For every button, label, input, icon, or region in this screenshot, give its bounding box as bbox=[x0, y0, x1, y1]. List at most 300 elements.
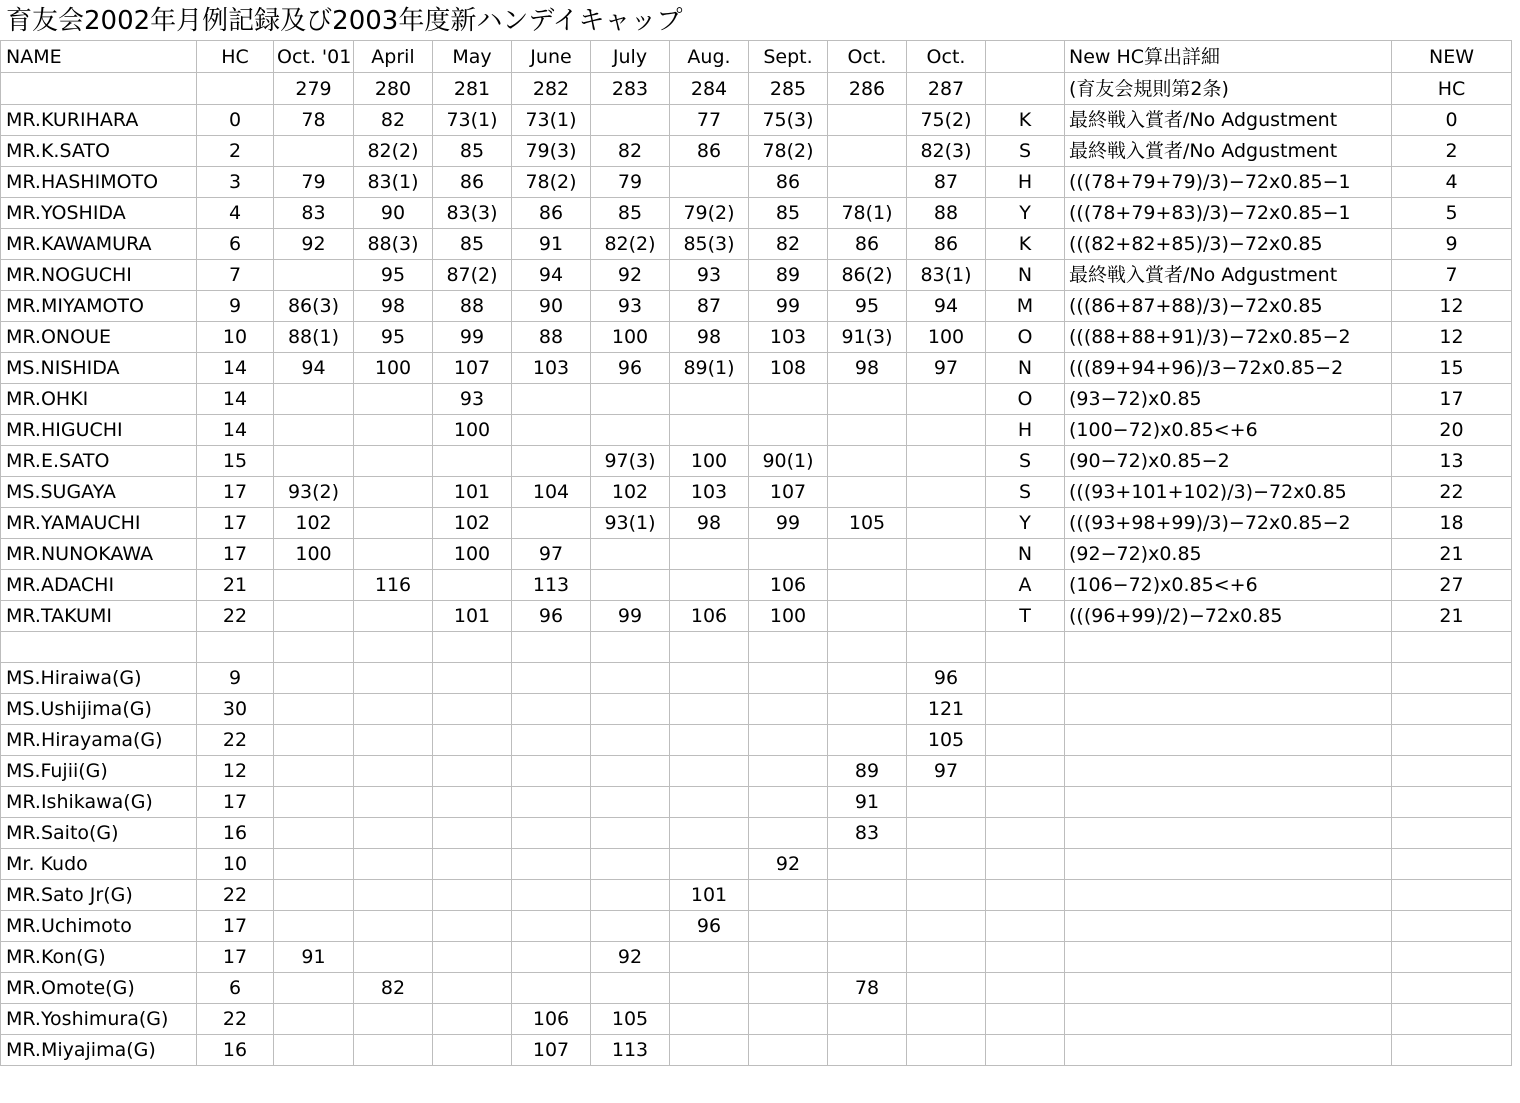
cell-april[interactable] bbox=[354, 911, 433, 942]
cell-hc[interactable]: 14 bbox=[197, 384, 274, 415]
cell-may[interactable] bbox=[433, 880, 512, 911]
cell-oct286[interactable] bbox=[828, 539, 907, 570]
cell-june[interactable] bbox=[512, 942, 591, 973]
cell-june[interactable] bbox=[512, 384, 591, 415]
cell-may[interactable]: 102 bbox=[433, 508, 512, 539]
cell-june[interactable] bbox=[512, 973, 591, 1004]
cell-oct01[interactable] bbox=[274, 756, 354, 787]
cell-oct286[interactable]: Oct. bbox=[828, 41, 907, 73]
cell-oct287[interactable]: 94 bbox=[907, 291, 986, 322]
cell-june[interactable]: 86 bbox=[512, 198, 591, 229]
cell-hc-detail[interactable]: 最終戦入賞者/No Adgustment bbox=[1065, 105, 1392, 136]
cell-sept[interactable]: 285 bbox=[749, 73, 828, 105]
cell-oct286[interactable]: 78 bbox=[828, 973, 907, 1004]
cell-name[interactable]: MS.Hiraiwa(G) bbox=[1, 663, 197, 694]
cell-oct287[interactable]: 87 bbox=[907, 167, 986, 198]
cell-oct01[interactable] bbox=[274, 818, 354, 849]
cell-name[interactable]: MS.Fujii(G) bbox=[1, 756, 197, 787]
cell-aug[interactable] bbox=[670, 663, 749, 694]
cell-oct287[interactable] bbox=[907, 446, 986, 477]
cell-april[interactable] bbox=[354, 756, 433, 787]
cell-sept[interactable] bbox=[749, 415, 828, 446]
cell-june[interactable] bbox=[512, 849, 591, 880]
cell-june[interactable]: 88 bbox=[512, 322, 591, 353]
cell-may[interactable] bbox=[433, 756, 512, 787]
cell-sept[interactable] bbox=[749, 663, 828, 694]
cell-aug[interactable]: 85(3) bbox=[670, 229, 749, 260]
cell-may[interactable]: 85 bbox=[433, 229, 512, 260]
cell-april[interactable] bbox=[354, 818, 433, 849]
cell-oct287[interactable]: 121 bbox=[907, 694, 986, 725]
cell-hc-detail[interactable] bbox=[1065, 1035, 1392, 1066]
cell-initial[interactable] bbox=[986, 911, 1065, 942]
cell-new-hc[interactable] bbox=[1392, 756, 1512, 787]
cell-name[interactable]: MR.Yoshimura(G) bbox=[1, 1004, 197, 1035]
cell-june[interactable] bbox=[512, 663, 591, 694]
cell-initial[interactable] bbox=[986, 973, 1065, 1004]
cell-oct01[interactable] bbox=[274, 911, 354, 942]
cell-july[interactable] bbox=[591, 818, 670, 849]
cell-july[interactable] bbox=[591, 849, 670, 880]
cell-may[interactable] bbox=[433, 973, 512, 1004]
cell-new-hc[interactable]: 27 bbox=[1392, 570, 1512, 601]
cell-july[interactable]: 79 bbox=[591, 167, 670, 198]
cell-july[interactable] bbox=[591, 725, 670, 756]
cell-hc-detail[interactable] bbox=[1065, 849, 1392, 880]
cell-july[interactable] bbox=[591, 415, 670, 446]
cell-name[interactable]: MR.NOGUCHI bbox=[1, 260, 197, 291]
cell-july[interactable] bbox=[591, 787, 670, 818]
cell-hc-detail[interactable] bbox=[1065, 880, 1392, 911]
cell-july[interactable]: 82 bbox=[591, 136, 670, 167]
cell-hc-detail[interactable]: (((86+87+88)/3)−72x0.85 bbox=[1065, 291, 1392, 322]
cell-oct287[interactable] bbox=[907, 849, 986, 880]
cell-initial[interactable]: Y bbox=[986, 508, 1065, 539]
cell-april[interactable] bbox=[354, 446, 433, 477]
cell-july[interactable]: 99 bbox=[591, 601, 670, 632]
cell-sept[interactable] bbox=[749, 880, 828, 911]
cell-oct287[interactable]: 105 bbox=[907, 725, 986, 756]
cell-sept[interactable]: 78(2) bbox=[749, 136, 828, 167]
cell-july[interactable]: 93(1) bbox=[591, 508, 670, 539]
cell-name[interactable]: MR.Omote(G) bbox=[1, 973, 197, 1004]
cell-hc[interactable]: 21 bbox=[197, 570, 274, 601]
cell-oct287[interactable] bbox=[907, 787, 986, 818]
cell-may[interactable]: 101 bbox=[433, 477, 512, 508]
cell-oct01[interactable] bbox=[274, 384, 354, 415]
cell-sept[interactable] bbox=[749, 756, 828, 787]
cell-april[interactable]: April bbox=[354, 41, 433, 73]
cell-april[interactable]: 83(1) bbox=[354, 167, 433, 198]
cell-initial[interactable]: S bbox=[986, 446, 1065, 477]
cell-initial[interactable]: M bbox=[986, 291, 1065, 322]
cell-aug[interactable] bbox=[670, 384, 749, 415]
cell-aug[interactable]: 103 bbox=[670, 477, 749, 508]
cell-oct286[interactable] bbox=[828, 1035, 907, 1066]
cell-oct286[interactable]: 91 bbox=[828, 787, 907, 818]
cell-name[interactable]: MS.Ushijima(G) bbox=[1, 694, 197, 725]
cell-hc[interactable]: 17 bbox=[197, 539, 274, 570]
cell-aug[interactable] bbox=[670, 849, 749, 880]
cell-new-hc[interactable]: 20 bbox=[1392, 415, 1512, 446]
cell-oct286[interactable]: 98 bbox=[828, 353, 907, 384]
cell-aug[interactable] bbox=[670, 973, 749, 1004]
cell-july[interactable]: 283 bbox=[591, 73, 670, 105]
cell-april[interactable]: 280 bbox=[354, 73, 433, 105]
cell-initial[interactable]: A bbox=[986, 570, 1065, 601]
cell-name[interactable]: MR.HIGUCHI bbox=[1, 415, 197, 446]
cell-name[interactable]: MR.Miyajima(G) bbox=[1, 1035, 197, 1066]
cell-hc[interactable]: 0 bbox=[197, 105, 274, 136]
cell-oct01[interactable] bbox=[274, 849, 354, 880]
cell-oct01[interactable]: 93(2) bbox=[274, 477, 354, 508]
cell-oct286[interactable] bbox=[828, 136, 907, 167]
cell-april[interactable]: 82(2) bbox=[354, 136, 433, 167]
cell-june[interactable]: 91 bbox=[512, 229, 591, 260]
cell-july[interactable]: 100 bbox=[591, 322, 670, 353]
cell-initial[interactable] bbox=[986, 725, 1065, 756]
cell-june[interactable] bbox=[512, 725, 591, 756]
cell-new-hc[interactable]: 9 bbox=[1392, 229, 1512, 260]
cell-hc-detail[interactable]: New HC算出詳細 bbox=[1065, 41, 1392, 73]
cell-new-hc[interactable]: 22 bbox=[1392, 477, 1512, 508]
cell-april[interactable]: 88(3) bbox=[354, 229, 433, 260]
cell-may[interactable]: 100 bbox=[433, 539, 512, 570]
cell-hc-detail[interactable] bbox=[1065, 973, 1392, 1004]
cell-initial[interactable] bbox=[986, 756, 1065, 787]
cell-initial[interactable] bbox=[986, 1035, 1065, 1066]
cell-name[interactable] bbox=[1, 73, 197, 105]
cell-initial[interactable] bbox=[986, 787, 1065, 818]
cell-june[interactable]: 104 bbox=[512, 477, 591, 508]
cell-april[interactable] bbox=[354, 632, 433, 663]
cell-aug[interactable] bbox=[670, 570, 749, 601]
cell-name[interactable]: MR.E.SATO bbox=[1, 446, 197, 477]
cell-hc[interactable]: 17 bbox=[197, 911, 274, 942]
cell-april[interactable] bbox=[354, 508, 433, 539]
cell-april[interactable] bbox=[354, 601, 433, 632]
cell-oct01[interactable] bbox=[274, 663, 354, 694]
cell-oct287[interactable] bbox=[907, 1004, 986, 1035]
cell-oct286[interactable]: 286 bbox=[828, 73, 907, 105]
cell-hc-detail[interactable]: (((96+99)/2)−72x0.85 bbox=[1065, 601, 1392, 632]
cell-oct01[interactable] bbox=[274, 973, 354, 1004]
cell-july[interactable] bbox=[591, 911, 670, 942]
cell-april[interactable] bbox=[354, 849, 433, 880]
cell-sept[interactable]: 85 bbox=[749, 198, 828, 229]
cell-june[interactable]: 113 bbox=[512, 570, 591, 601]
cell-may[interactable] bbox=[433, 787, 512, 818]
cell-may[interactable]: 73(1) bbox=[433, 105, 512, 136]
cell-name[interactable]: Mr. Kudo bbox=[1, 849, 197, 880]
cell-july[interactable]: 97(3) bbox=[591, 446, 670, 477]
cell-oct286[interactable] bbox=[828, 570, 907, 601]
cell-new-hc[interactable]: 2 bbox=[1392, 136, 1512, 167]
cell-april[interactable] bbox=[354, 694, 433, 725]
cell-oct286[interactable] bbox=[828, 632, 907, 663]
cell-oct286[interactable]: 91(3) bbox=[828, 322, 907, 353]
cell-hc[interactable]: 2 bbox=[197, 136, 274, 167]
cell-may[interactable]: 83(3) bbox=[433, 198, 512, 229]
cell-sept[interactable] bbox=[749, 1035, 828, 1066]
cell-name[interactable]: MR.Hirayama(G) bbox=[1, 725, 197, 756]
cell-sept[interactable]: 99 bbox=[749, 508, 828, 539]
cell-july[interactable] bbox=[591, 632, 670, 663]
cell-initial[interactable]: S bbox=[986, 477, 1065, 508]
cell-oct01[interactable]: 88(1) bbox=[274, 322, 354, 353]
cell-new-hc[interactable]: 0 bbox=[1392, 105, 1512, 136]
cell-may[interactable] bbox=[433, 818, 512, 849]
cell-aug[interactable]: 98 bbox=[670, 508, 749, 539]
cell-june[interactable] bbox=[512, 756, 591, 787]
cell-hc-detail[interactable]: (93−72)x0.85 bbox=[1065, 384, 1392, 415]
cell-initial[interactable]: S bbox=[986, 136, 1065, 167]
cell-july[interactable]: July bbox=[591, 41, 670, 73]
cell-oct286[interactable] bbox=[828, 105, 907, 136]
cell-initial[interactable]: O bbox=[986, 322, 1065, 353]
cell-oct286[interactable] bbox=[828, 942, 907, 973]
cell-oct286[interactable] bbox=[828, 663, 907, 694]
cell-new-hc[interactable]: 18 bbox=[1392, 508, 1512, 539]
cell-aug[interactable]: 86 bbox=[670, 136, 749, 167]
cell-oct286[interactable]: 86(2) bbox=[828, 260, 907, 291]
cell-oct01[interactable] bbox=[274, 570, 354, 601]
cell-oct01[interactable]: 102 bbox=[274, 508, 354, 539]
cell-oct286[interactable] bbox=[828, 911, 907, 942]
cell-oct01[interactable] bbox=[274, 1004, 354, 1035]
cell-april[interactable] bbox=[354, 1035, 433, 1066]
cell-oct01[interactable]: 92 bbox=[274, 229, 354, 260]
cell-oct286[interactable] bbox=[828, 601, 907, 632]
cell-aug[interactable] bbox=[670, 725, 749, 756]
cell-sept[interactable] bbox=[749, 818, 828, 849]
cell-oct286[interactable] bbox=[828, 446, 907, 477]
cell-hc[interactable]: 14 bbox=[197, 353, 274, 384]
cell-sept[interactable]: 92 bbox=[749, 849, 828, 880]
cell-hc[interactable]: 22 bbox=[197, 880, 274, 911]
cell-oct01[interactable] bbox=[274, 1035, 354, 1066]
cell-oct01[interactable] bbox=[274, 446, 354, 477]
cell-june[interactable]: 96 bbox=[512, 601, 591, 632]
cell-july[interactable]: 93 bbox=[591, 291, 670, 322]
cell-aug[interactable]: 77 bbox=[670, 105, 749, 136]
cell-name[interactable]: MR.Saito(G) bbox=[1, 818, 197, 849]
cell-sept[interactable] bbox=[749, 539, 828, 570]
cell-hc[interactable]: 17 bbox=[197, 787, 274, 818]
cell-initial[interactable] bbox=[986, 942, 1065, 973]
cell-aug[interactable] bbox=[670, 942, 749, 973]
cell-oct01[interactable] bbox=[274, 694, 354, 725]
cell-aug[interactable]: 87 bbox=[670, 291, 749, 322]
cell-oct01[interactable] bbox=[274, 632, 354, 663]
cell-july[interactable] bbox=[591, 694, 670, 725]
cell-aug[interactable]: 79(2) bbox=[670, 198, 749, 229]
cell-initial[interactable]: N bbox=[986, 260, 1065, 291]
cell-sept[interactable] bbox=[749, 942, 828, 973]
cell-sept[interactable]: 75(3) bbox=[749, 105, 828, 136]
cell-oct287[interactable]: 82(3) bbox=[907, 136, 986, 167]
cell-name[interactable]: MR.KAWAMURA bbox=[1, 229, 197, 260]
cell-july[interactable]: 82(2) bbox=[591, 229, 670, 260]
cell-aug[interactable]: 101 bbox=[670, 880, 749, 911]
cell-hc[interactable]: 17 bbox=[197, 477, 274, 508]
cell-hc[interactable]: 6 bbox=[197, 973, 274, 1004]
cell-april[interactable] bbox=[354, 725, 433, 756]
cell-july[interactable] bbox=[591, 973, 670, 1004]
cell-new-hc[interactable] bbox=[1392, 818, 1512, 849]
cell-hc-detail[interactable] bbox=[1065, 756, 1392, 787]
cell-name[interactable]: MR.Sato Jr(G) bbox=[1, 880, 197, 911]
cell-june[interactable]: 73(1) bbox=[512, 105, 591, 136]
cell-oct01[interactable]: 100 bbox=[274, 539, 354, 570]
cell-oct01[interactable]: 83 bbox=[274, 198, 354, 229]
cell-sept[interactable]: 106 bbox=[749, 570, 828, 601]
cell-name[interactable]: MR.YOSHIDA bbox=[1, 198, 197, 229]
cell-oct286[interactable] bbox=[828, 725, 907, 756]
cell-june[interactable] bbox=[512, 818, 591, 849]
cell-june[interactable] bbox=[512, 446, 591, 477]
cell-sept[interactable]: 107 bbox=[749, 477, 828, 508]
cell-aug[interactable] bbox=[670, 694, 749, 725]
cell-hc[interactable]: 9 bbox=[197, 663, 274, 694]
cell-june[interactable]: 90 bbox=[512, 291, 591, 322]
cell-name[interactable]: MR.KURIHARA bbox=[1, 105, 197, 136]
cell-april[interactable] bbox=[354, 539, 433, 570]
cell-initial[interactable]: K bbox=[986, 105, 1065, 136]
cell-june[interactable] bbox=[512, 787, 591, 818]
cell-oct286[interactable] bbox=[828, 415, 907, 446]
cell-may[interactable]: 99 bbox=[433, 322, 512, 353]
cell-new-hc[interactable]: 12 bbox=[1392, 322, 1512, 353]
cell-name[interactable]: MR.OHKI bbox=[1, 384, 197, 415]
cell-oct287[interactable]: 83(1) bbox=[907, 260, 986, 291]
cell-oct287[interactable]: Oct. bbox=[907, 41, 986, 73]
cell-aug[interactable]: 100 bbox=[670, 446, 749, 477]
cell-new-hc[interactable]: 17 bbox=[1392, 384, 1512, 415]
cell-oct286[interactable]: 105 bbox=[828, 508, 907, 539]
cell-hc[interactable]: HC bbox=[197, 41, 274, 73]
cell-july[interactable]: 105 bbox=[591, 1004, 670, 1035]
cell-may[interactable]: 93 bbox=[433, 384, 512, 415]
cell-oct01[interactable] bbox=[274, 415, 354, 446]
cell-may[interactable]: 85 bbox=[433, 136, 512, 167]
cell-june[interactable]: 79(3) bbox=[512, 136, 591, 167]
cell-new-hc[interactable]: 7 bbox=[1392, 260, 1512, 291]
cell-aug[interactable] bbox=[670, 632, 749, 663]
cell-name[interactable]: MR.Uchimoto bbox=[1, 911, 197, 942]
cell-oct01[interactable] bbox=[274, 880, 354, 911]
cell-july[interactable] bbox=[591, 570, 670, 601]
cell-hc[interactable] bbox=[197, 73, 274, 105]
cell-hc-detail[interactable]: (育友会規則第2条) bbox=[1065, 73, 1392, 105]
cell-june[interactable]: 97 bbox=[512, 539, 591, 570]
cell-new-hc[interactable]: 4 bbox=[1392, 167, 1512, 198]
cell-june[interactable] bbox=[512, 415, 591, 446]
cell-oct01[interactable]: Oct. '01 bbox=[274, 41, 354, 73]
cell-may[interactable]: 88 bbox=[433, 291, 512, 322]
cell-initial[interactable]: O bbox=[986, 384, 1065, 415]
cell-aug[interactable] bbox=[670, 167, 749, 198]
cell-aug[interactable] bbox=[670, 1035, 749, 1066]
cell-sept[interactable]: 86 bbox=[749, 167, 828, 198]
cell-april[interactable]: 100 bbox=[354, 353, 433, 384]
cell-sept[interactable]: 90(1) bbox=[749, 446, 828, 477]
cell-april[interactable] bbox=[354, 787, 433, 818]
cell-sept[interactable] bbox=[749, 911, 828, 942]
cell-may[interactable]: 281 bbox=[433, 73, 512, 105]
cell-sept[interactable]: 103 bbox=[749, 322, 828, 353]
cell-oct287[interactable]: 96 bbox=[907, 663, 986, 694]
cell-oct01[interactable] bbox=[274, 725, 354, 756]
cell-hc-detail[interactable] bbox=[1065, 911, 1392, 942]
cell-aug[interactable] bbox=[670, 818, 749, 849]
cell-may[interactable] bbox=[433, 725, 512, 756]
cell-hc[interactable]: 22 bbox=[197, 1004, 274, 1035]
cell-oct01[interactable]: 94 bbox=[274, 353, 354, 384]
cell-may[interactable]: 107 bbox=[433, 353, 512, 384]
cell-june[interactable] bbox=[512, 911, 591, 942]
cell-hc-detail[interactable] bbox=[1065, 663, 1392, 694]
cell-aug[interactable]: 284 bbox=[670, 73, 749, 105]
cell-oct286[interactable] bbox=[828, 167, 907, 198]
cell-hc[interactable]: 30 bbox=[197, 694, 274, 725]
cell-june[interactable] bbox=[512, 632, 591, 663]
cell-oct01[interactable] bbox=[274, 601, 354, 632]
cell-oct287[interactable] bbox=[907, 539, 986, 570]
cell-hc[interactable]: 22 bbox=[197, 601, 274, 632]
cell-may[interactable]: 101 bbox=[433, 601, 512, 632]
cell-name[interactable]: MR.TAKUMI bbox=[1, 601, 197, 632]
cell-new-hc[interactable] bbox=[1392, 632, 1512, 663]
cell-oct287[interactable] bbox=[907, 508, 986, 539]
cell-initial[interactable] bbox=[986, 880, 1065, 911]
cell-june[interactable]: 103 bbox=[512, 353, 591, 384]
cell-initial[interactable]: T bbox=[986, 601, 1065, 632]
cell-may[interactable] bbox=[433, 663, 512, 694]
cell-sept[interactable]: 100 bbox=[749, 601, 828, 632]
cell-aug[interactable] bbox=[670, 787, 749, 818]
cell-april[interactable] bbox=[354, 384, 433, 415]
cell-july[interactable] bbox=[591, 756, 670, 787]
cell-may[interactable]: 86 bbox=[433, 167, 512, 198]
cell-hc-detail[interactable]: (((82+82+85)/3)−72x0.85 bbox=[1065, 229, 1392, 260]
cell-hc-detail[interactable] bbox=[1065, 1004, 1392, 1035]
cell-april[interactable]: 116 bbox=[354, 570, 433, 601]
cell-july[interactable]: 92 bbox=[591, 260, 670, 291]
cell-hc-detail[interactable]: (((78+79+83)/3)−72x0.85−1 bbox=[1065, 198, 1392, 229]
cell-hc-detail[interactable] bbox=[1065, 632, 1392, 663]
cell-may[interactable] bbox=[433, 911, 512, 942]
cell-may[interactable] bbox=[433, 632, 512, 663]
cell-sept[interactable] bbox=[749, 787, 828, 818]
cell-june[interactable] bbox=[512, 694, 591, 725]
cell-oct287[interactable] bbox=[907, 384, 986, 415]
cell-may[interactable] bbox=[433, 849, 512, 880]
cell-hc-detail[interactable]: 最終戦入賞者/No Adgustment bbox=[1065, 260, 1392, 291]
cell-april[interactable]: 95 bbox=[354, 322, 433, 353]
cell-oct287[interactable] bbox=[907, 570, 986, 601]
cell-hc[interactable]: 15 bbox=[197, 446, 274, 477]
cell-hc[interactable] bbox=[197, 632, 274, 663]
cell-april[interactable]: 98 bbox=[354, 291, 433, 322]
cell-initial[interactable]: K bbox=[986, 229, 1065, 260]
cell-hc-detail[interactable]: (100−72)x0.85<+6 bbox=[1065, 415, 1392, 446]
cell-hc-detail[interactable]: 最終戦入賞者/No Adgustment bbox=[1065, 136, 1392, 167]
cell-oct287[interactable]: 97 bbox=[907, 353, 986, 384]
cell-hc-detail[interactable]: (((89+94+96)/3−72x0.85−2 bbox=[1065, 353, 1392, 384]
cell-april[interactable] bbox=[354, 942, 433, 973]
cell-july[interactable] bbox=[591, 663, 670, 694]
